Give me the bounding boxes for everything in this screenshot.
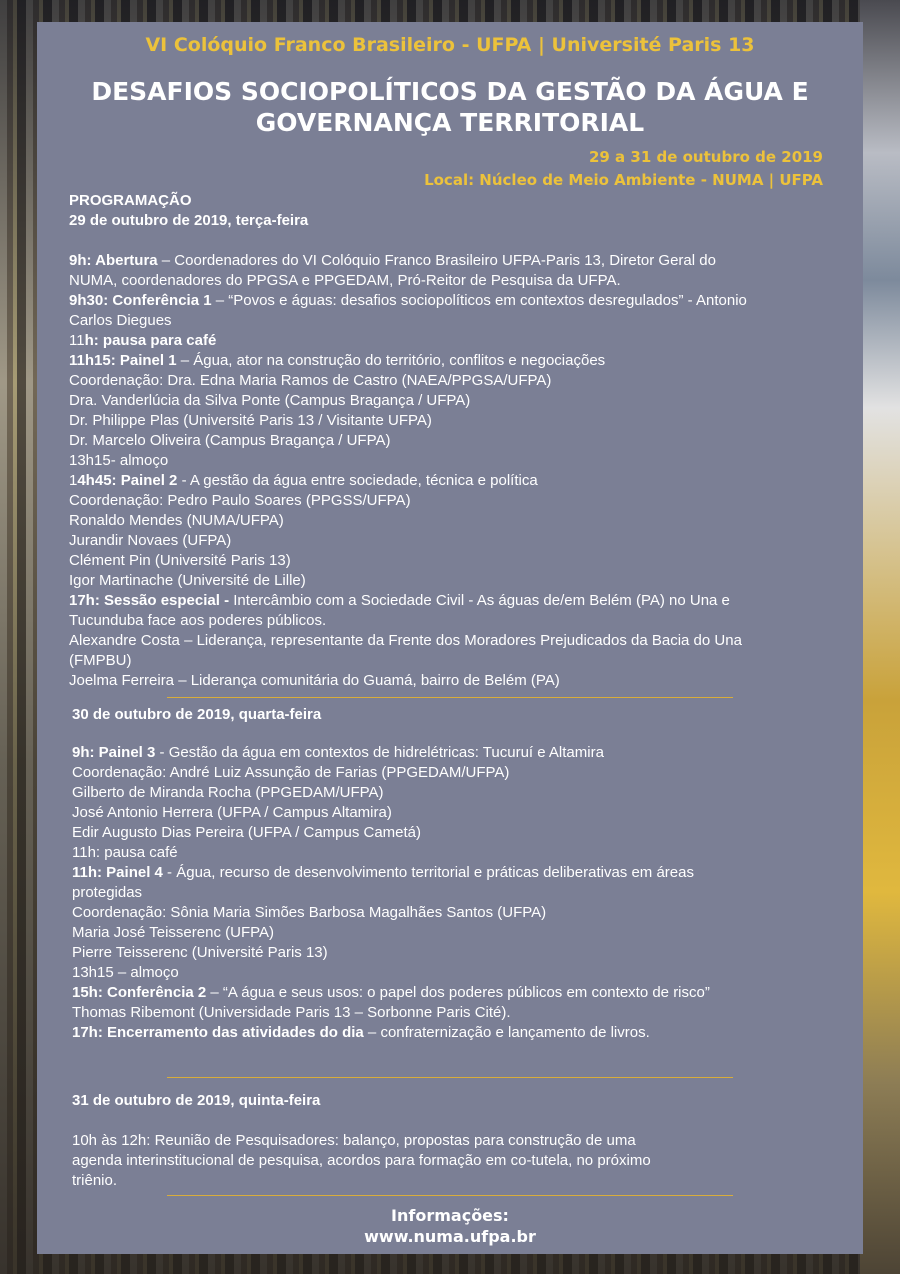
day2-item: 11h: Painel 4 - Água, recurso de desenvolvimento territorial e práticas deliberativas em áreas: [72, 864, 694, 881]
day2-item: Coordenação: André Luiz Assunção de Farias (PPGEDAM/UFPA): [72, 764, 510, 781]
event-title: [37, 76, 863, 138]
day1-item: 14h45: Painel 2 - A gestão da água entre sociedade, técnica e política: [69, 472, 538, 489]
event-location: Local: Núcleo de Meio Ambiente - NUMA | UFPA: [424, 171, 823, 189]
day2-item: Coordenação: Sônia Maria Simões Barbosa Magalhães Santos (UFPA): [72, 904, 547, 921]
day1-item: Jurandir Novaes (UFPA): [69, 532, 232, 549]
day2-item: 15h: Conferência 2 – “A água e seus usos: o papel dos poderes públicos em contexto de risco”: [72, 984, 710, 1001]
day2-item: protegidas: [72, 884, 143, 901]
day1-item: Ronaldo Mendes (NUMA/UFPA): [69, 512, 284, 529]
day2-item: Edir Augusto Dias Pereira (UFPA / Campus Cametá): [72, 824, 422, 841]
day2-item: 11h: pausa café: [72, 844, 178, 861]
event-title-line-2: GOVERNANÇA TERRITORIAL: [255, 108, 645, 137]
info-url[interactable]: www.numa.ufpa.br: [364, 1227, 536, 1246]
day1-item: Dra. Vanderlúcia da Silva Ponte (Campus Bragança / UFPA): [69, 392, 471, 409]
day2-item: Thomas Ribemont (Universidade Paris 13 – Sorbonne Paris Cité).: [72, 1004, 511, 1021]
day1-item: Coordenação: Dra. Edna Maria Ramos de Castro (NAEA/PPGSA/UFPA): [69, 372, 552, 389]
day1-item: Dr. Marcelo Oliveira (Campus Bragança / UFPA): [69, 432, 391, 449]
section-divider: [167, 1077, 733, 1078]
program-label: PROGRAMAÇÃO: [69, 192, 192, 209]
day2-date: 30 de outubro de 2019, quarta-feira: [72, 706, 322, 723]
day1-item: 9h30: Conferência 1 – “Povos e águas: desafios sociopolíticos em contextos desregulados” - Antonio: [69, 292, 747, 309]
program-panel: [37, 22, 863, 1254]
day1-item: Coordenação: Pedro Paulo Soares (PPGSS/UFPA): [69, 492, 411, 509]
day1-item: (FMPBU): [69, 652, 132, 669]
background-painting-edge: [860, 0, 900, 1274]
event-dates: 29 a 31 de outubro de 2019: [588, 148, 823, 166]
day1-item: Tucunduba face aos poderes públicos.: [69, 612, 327, 629]
day1-item: 13h15- almoço: [69, 452, 169, 469]
event-title-line-1: DESAFIOS SOCIOPOLÍTICOS DA GESTÃO DA ÁGUA E: [91, 77, 809, 106]
day2-item: José Antonio Herrera (UFPA / Campus Altamira): [72, 804, 392, 821]
day2-item: 13h15 – almoço: [72, 964, 179, 981]
day1-item: Carlos Diegues: [69, 312, 172, 329]
day1-item: Clément Pin (Université Paris 13): [69, 552, 291, 569]
info-label: Informações:: [391, 1206, 509, 1225]
day1-item: Dr. Philippe Plas (Université Paris 13 / Visitante UFPA): [69, 412, 432, 429]
day2-item: 17h: Encerramento das atividades do dia – confraternização e lançamento de livros.: [72, 1024, 650, 1041]
day1-date: 29 de outubro de 2019, terça-feira: [69, 212, 309, 229]
day2-item: Gilberto de Miranda Rocha (PPGEDAM/UFPA): [72, 784, 384, 801]
section-divider: [167, 697, 733, 698]
day3-item: 10h às 12h: Reunião de Pesquisadores: balanço, propostas para construção de uma: [72, 1132, 636, 1149]
day1-item: NUMA, coordenadores do PPGSA e PPGEDAM, Pró-Reitor de Pesquisa da UFPA.: [69, 272, 621, 289]
event-series-title: VI Colóquio Franco Brasileiro - UFPA | Université Paris 13: [145, 34, 755, 56]
day2-item: Pierre Teisserenc (Université Paris 13): [72, 944, 328, 961]
day2-item: 9h: Painel 3 - Gestão da água em contextos de hidrelétricas: Tucuruí e Altamira: [72, 744, 604, 761]
day1-item: 9h: Abertura – Coordenadores do VI Colóquio Franco Brasileiro UFPA-Paris 13, Diretor Geral do: [69, 252, 716, 269]
day1-item: 11h: pausa para café: [69, 332, 217, 349]
day1-item: Alexandre Costa – Liderança, representante da Frente dos Moradores Prejudicados da Bacia do Una: [69, 632, 742, 649]
day1-item: Joelma Ferreira – Liderança comunitária do Guamá, bairro de Belém (PA): [69, 672, 560, 689]
day1-item: Igor Martinache (Université de Lille): [69, 572, 306, 589]
day3-date: 31 de outubro de 2019, quinta-feira: [72, 1092, 321, 1109]
day1-item: 11h15: Painel 1 – Água, ator na construção do território, conflitos e negociações: [69, 352, 606, 369]
day3-item: triênio.: [72, 1172, 118, 1189]
day3-item: agenda interinstitucional de pesquisa, acordos para formação em co-tutela, no próximo: [72, 1152, 651, 1169]
day1-item: 17h: Sessão especial - Intercâmbio com a Sociedade Civil - As águas de/em Belém (PA) no Una e: [69, 592, 730, 609]
section-divider: [167, 1195, 733, 1196]
day2-item: Maria José Teisserenc (UFPA): [72, 924, 275, 941]
